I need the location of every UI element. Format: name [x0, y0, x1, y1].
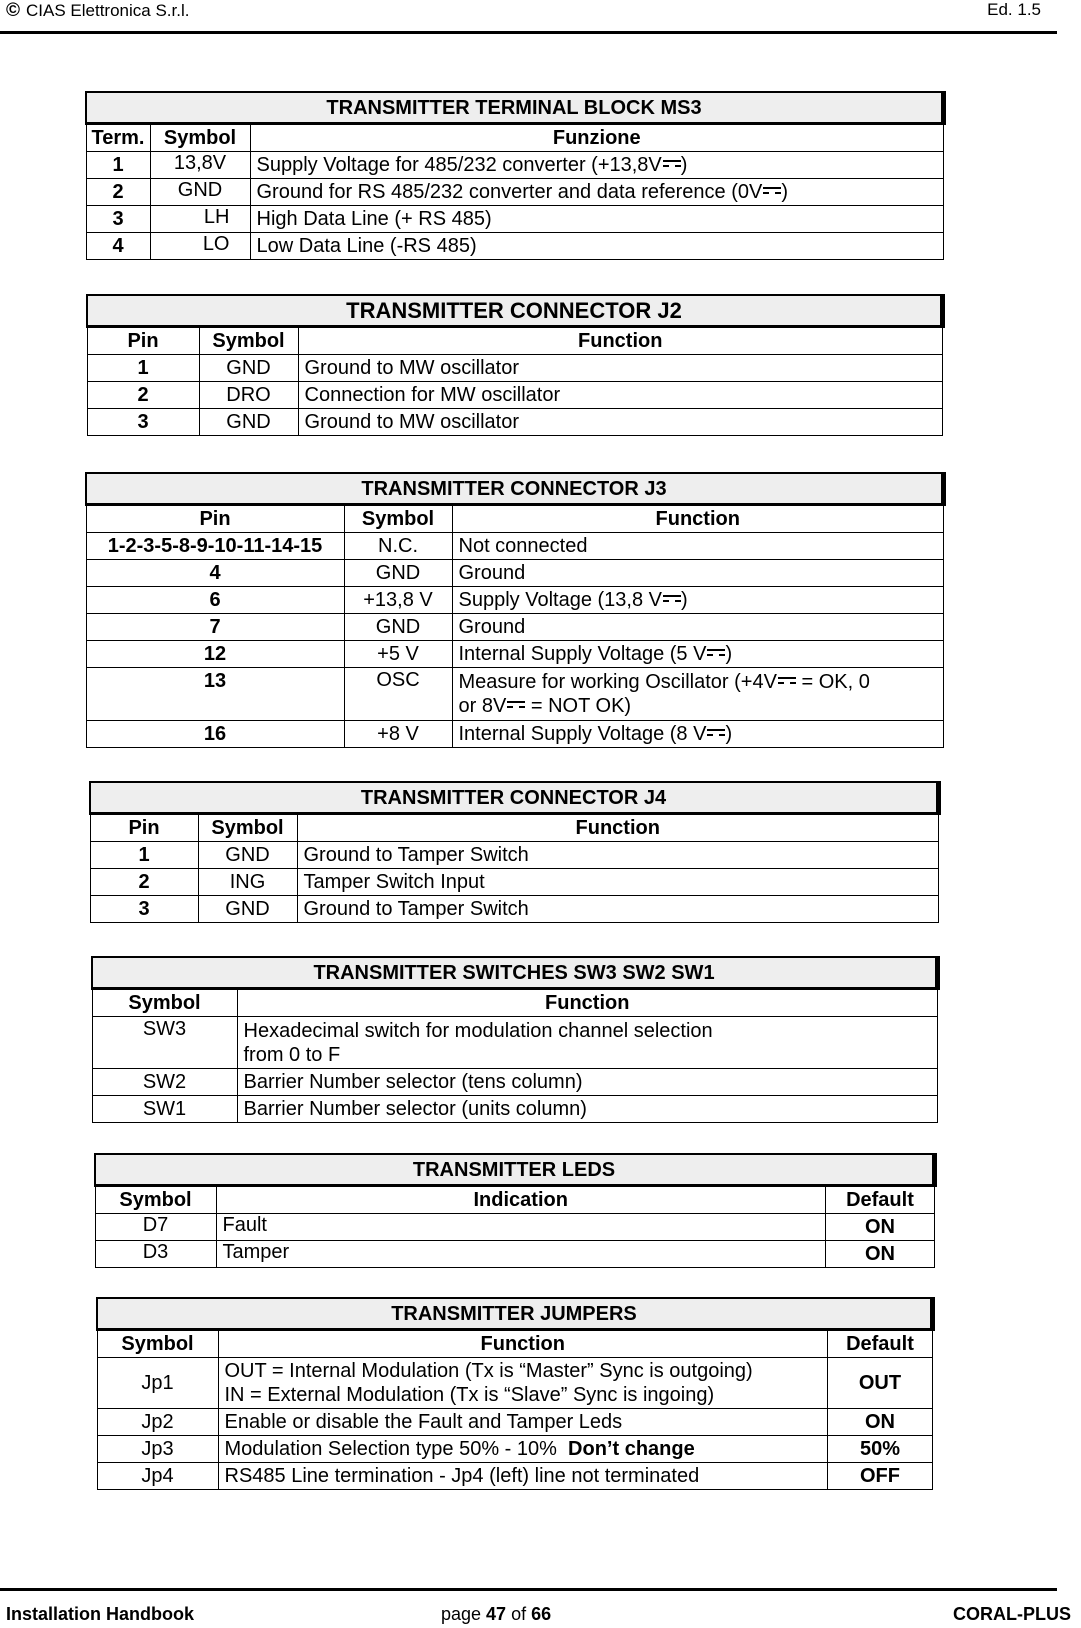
dc-symbol-icon [663, 159, 681, 169]
page-number: page 47 of 66 [441, 1604, 552, 1624]
j2-title: TRANSMITTER CONNECTOR J2 [87, 295, 943, 327]
j4-header-symbol: Symbol [198, 814, 297, 842]
table-row: D7 Fault ON [95, 1214, 935, 1241]
table-row: 1 GND Ground to MW oscillator [87, 355, 943, 382]
table-row: 2 GND Ground for RS 485/232 converter and data reference (0V ) [86, 179, 944, 206]
j2-header-symbol: Symbol [199, 327, 298, 355]
table-row: 3 GND Ground to MW oscillator [87, 409, 943, 436]
table-row: 13 OSC Measure for working Oscillator (+4V = OK, 0 or 8V = NOT OK) [86, 668, 944, 721]
footer-handbook: Installation Handbook [6, 1604, 195, 1624]
table-row: Jp3 Modulation Selection type 50% - 10% Don’t change 50% [97, 1436, 933, 1463]
dc-symbol-icon [763, 186, 781, 196]
ms3-header-term: Term. [86, 124, 150, 152]
copyright-icon: © [6, 0, 20, 21]
jumpers-header-symbol: Symbol [97, 1330, 218, 1358]
j4-table [89, 781, 941, 923]
company-name: © CIAS Elettronica S.r.l. [6, 0, 190, 21]
table-row: 16 +8 V Internal Supply Voltage (8 V ) [86, 721, 944, 748]
j3-header-pin: Pin [86, 505, 344, 533]
j3-table [85, 472, 946, 748]
dc-symbol-icon [778, 676, 796, 686]
ms3-header-function: Funzione [250, 124, 944, 152]
leds-header-symbol: Symbol [95, 1186, 216, 1214]
j3-title: TRANSMITTER CONNECTOR J3 [86, 473, 944, 505]
table-row: 2 DRO Connection for MW oscillator [87, 382, 943, 409]
table-row: SW2 Barrier Number selector (tens column) [92, 1069, 938, 1096]
switches-header-symbol: Symbol [92, 989, 237, 1017]
table-row: 2 ING Tamper Switch Input [90, 869, 939, 896]
table-row: 4 GND Ground [86, 560, 944, 587]
footer-rule [0, 1588, 1057, 1591]
table-row: 7 GND Ground [86, 614, 944, 641]
ms3-header-symbol: Symbol [150, 124, 250, 152]
switches-table [91, 956, 940, 1123]
ms3-table [85, 91, 946, 260]
table-row: 12 +5 V Internal Supply Voltage (5 V ) [86, 641, 944, 668]
jumpers-header-function: Function [218, 1330, 827, 1358]
table-row: SW1 Barrier Number selector (units column) [92, 1096, 938, 1123]
header-rule [0, 31, 1057, 34]
edition-label: Ed. 1.5 [987, 0, 1041, 19]
dc-symbol-icon [707, 728, 725, 738]
table-row: 6 +13,8 V Supply Voltage (13,8 V ) [86, 587, 944, 614]
j2-table [86, 294, 945, 436]
leds-title: TRANSMITTER LEDS [95, 1154, 935, 1186]
table-row: 1-2-3-5-8-9-10-11-14-15 N.C. Not connected [86, 533, 944, 560]
j2-header-function: Function [298, 327, 943, 355]
j3-header-symbol: Symbol [344, 505, 452, 533]
dc-symbol-icon [507, 700, 525, 710]
switches-header-function: Function [237, 989, 938, 1017]
leds-header-default: Default [825, 1186, 934, 1214]
j3-header-function: Function [452, 505, 944, 533]
table-row: 4 LO Low Data Line (-RS 485) [86, 233, 944, 260]
j4-header-pin: Pin [90, 814, 198, 842]
table-row: Jp4 RS485 Line termination - Jp4 (left) line not terminated OFF [97, 1463, 933, 1490]
table-row: SW3 Hexadecimal switch for modulation channel selection from 0 to F [92, 1017, 938, 1069]
switches-title: TRANSMITTER SWITCHES SW3 SW2 SW1 [92, 957, 938, 989]
table-row: 3 LH High Data Line (+ RS 485) [86, 206, 944, 233]
dc-symbol-icon [707, 648, 725, 658]
leds-table [94, 1153, 937, 1268]
table-row: 1 GND Ground to Tamper Switch [90, 842, 939, 869]
table-row: Jp1 OUT = Internal Modulation (Tx is “Master” Sync is outgoing) IN = External Modulation (Tx is “Slave” Sync is ingoing) OUT [97, 1358, 933, 1409]
j4-title: TRANSMITTER CONNECTOR J4 [90, 782, 939, 814]
table-row: Jp2 Enable or disable the Fault and Tamper Leds ON [97, 1409, 933, 1436]
jumpers-title: TRANSMITTER JUMPERS [97, 1298, 933, 1330]
leds-header-indication: Indication [216, 1186, 825, 1214]
table-row: 1 13,8V Supply Voltage for 485/232 converter (+13,8V ) [86, 152, 944, 179]
table-row: 3 GND Ground to Tamper Switch [90, 896, 939, 923]
jumpers-header-default: Default [827, 1330, 932, 1358]
ms3-title: TRANSMITTER TERMINAL BLOCK MS3 [86, 92, 944, 124]
j2-header-pin: Pin [87, 327, 199, 355]
footer-product: CORAL-PLUS [953, 1604, 1071, 1624]
table-row: D3 Tamper ON [95, 1241, 935, 1268]
jumpers-table [96, 1297, 935, 1490]
j4-header-function: Function [297, 814, 939, 842]
dc-symbol-icon [663, 594, 681, 604]
